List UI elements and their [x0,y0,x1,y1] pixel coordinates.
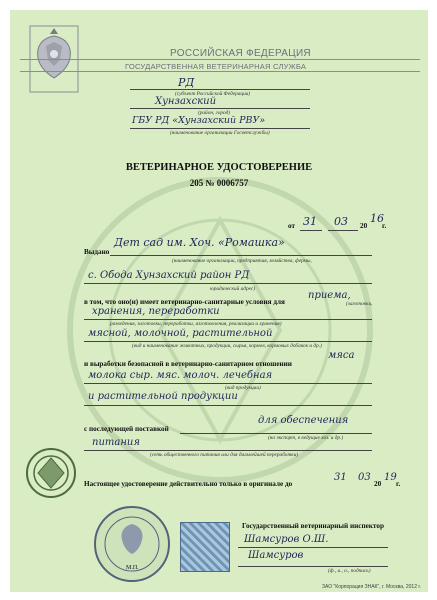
conditions-value2: хранения, переработки [92,306,220,317]
conditions-label: в том, что оно(и) имеет ветеринарно-санитарные условия для [84,298,285,306]
district-caption: (район, город) [198,110,231,116]
delivery-value2: питания [92,437,140,448]
production-line-2 [84,405,372,406]
validity-month: 03 [358,472,371,483]
validity-label: Настоящее удостоверение действительно только в оригинале до [84,480,293,488]
district-line [130,108,310,109]
address-line [84,283,372,284]
delivery-caption2: (сеть общественного питания или для дальнейшей переработки) [150,452,299,458]
conditions-caption: разведения, заготовки, переработки, изготовления, реализации и хранения) [110,321,282,327]
address-value: с. Обода Хунзахский район РД [88,270,250,281]
issued-value: Дет сад им. Хоч. «Ромашка» [114,236,285,249]
production-value2: молока сыр. мяс. молоч. лечебная [88,370,273,381]
conditions-value3: мясной, молочной, растительной [88,328,273,339]
district-value: Хунзахский [155,96,217,107]
date-month: 03 [334,215,348,228]
document-number: 205 № 0006757 [189,178,249,188]
stamp-label: М.П. [126,565,139,571]
conditions-line-2 [84,341,372,342]
validity-day: 31 [334,472,347,483]
inspector-line-2 [238,566,388,567]
inspector-label: Государственный ветеринарный инспектор [242,522,384,530]
round-seal-icon [92,504,172,584]
side-stamp-icon [24,446,78,500]
delivery-line [180,433,372,434]
subject-caption: (субъект Российской Федерации) [175,91,251,97]
header-service: ГОСУДАРСТВЕННАЯ ВЕТЕРИНАРНАЯ СЛУЖБА [125,62,307,71]
subject-line [130,89,310,90]
conditions-caption-right: (заготовки, [346,301,373,307]
org-line [130,128,310,129]
delivery-caption1: (на экспорт, в ведущие хоз. и др.) [268,435,344,441]
date-day-line [300,230,322,231]
address-caption: юридический адрес) [210,286,255,292]
date-year: 16 [370,212,384,225]
date-day: 31 [303,215,317,228]
date-year-prefix: 20 [360,222,368,230]
inspector-line [238,547,388,548]
production-value3: и растительной продукции [88,391,238,402]
inspector-name: Шамсуров О.Ш. [244,534,329,545]
issued-line [110,255,372,256]
conditions-value1: приема, [308,290,351,301]
validity-year: 19 [384,472,397,483]
issued-caption: (наименование организации, предприятия, хозяйства, фермы, [172,258,312,264]
date-month-line [328,230,358,231]
date-prefix: от [288,222,296,230]
subject-value: РД [178,76,195,89]
validity-year-prefix: 20 [374,480,382,488]
production-label: и выработки безопасной в ветеринарно-санитарном отношении [84,360,292,368]
org-value: ГБУ РД «Хунзахский РВУ» [132,115,266,126]
printer-footer: ЗАО "Корпорация ЗНАК", г. Москва, 2012 г. [322,584,421,590]
delivery-line-2 [84,450,372,451]
document-title: ВЕТЕРИНАРНОЕ УДОСТОВЕРЕНИЕ [125,162,313,173]
hologram-sticker [180,522,230,572]
delivery-value1: для обеспечения [258,415,349,426]
production-line [84,383,372,384]
header-country: РОССИЙСКАЯ ФЕДЕРАЦИЯ [170,48,311,59]
production-caption: (вид продукции) [225,385,261,391]
validity-suffix: г. [396,480,401,488]
issued-label: Выдано [84,248,110,256]
org-caption: (наименование организации Госветслужбы) [170,130,270,136]
delivery-label: с последующей поставкой [84,425,169,433]
certificate-paper [10,10,428,592]
conditions-line [84,319,372,320]
date-suffix: г. [382,222,387,230]
inspector-signature: Шамсуров [248,550,304,561]
conditions-caption2: (вид и наименование животных, продукции, сырья, кормов, кормовых добавок и др.) [132,343,322,349]
production-value1: мяса [328,350,355,361]
inspector-caption: (ф., и., о., подпись) [328,568,371,574]
